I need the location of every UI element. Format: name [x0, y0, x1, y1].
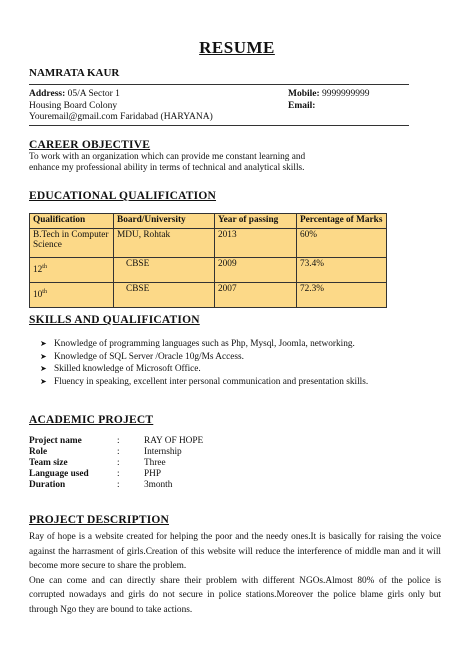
table-row — [30, 229, 387, 258]
cell-qualification: 10th — [30, 283, 114, 308]
email-label: Email: — [288, 100, 316, 111]
col-header-board: Board/University — [114, 214, 215, 229]
cell-year: 2013 — [215, 229, 297, 258]
project-detail-row: Project name : RAY OF HOPE — [29, 436, 204, 446]
description-paragraph-2: One can come and can directly share their problem with different NGOs.Almost 80% of the police is corrupted nowadays and girls do not secure in police stations.Moreover the police blame girls only but through Ngo they are bound to take actions. — [29, 575, 441, 615]
candidate-name: NAMRATA KAUR — [29, 67, 120, 79]
cell-qualification: B.Tech in Computer Science — [30, 229, 114, 258]
col-header-percentage: Percentage of Marks — [297, 214, 387, 229]
mobile-label: Mobile: — [288, 89, 320, 99]
phone-block — [288, 89, 370, 112]
project-description — [29, 530, 441, 617]
cell-board: CBSE — [114, 258, 215, 283]
arrow-bullet-icon: ➤ — [40, 364, 47, 373]
col-header-qualification: Qualification — [30, 214, 114, 229]
table-row — [30, 258, 387, 283]
list-item: ➤ Knowledge of programming languages such as Php, Mysql, Joomla, networking. — [40, 339, 355, 349]
address-line1: 05/A Sector 1 — [67, 89, 120, 99]
cell-qualification: 12th — [30, 258, 114, 283]
academic-heading: ACADEMIC PROJECT — [29, 414, 154, 426]
skills-list — [40, 338, 368, 388]
cell-board: CBSE — [114, 283, 215, 308]
cell-percentage: 73.4% — [297, 258, 387, 283]
arrow-bullet-icon: ➤ — [40, 339, 47, 348]
cell-percentage: 72.3% — [297, 283, 387, 308]
cell-percentage: 60% — [297, 229, 387, 258]
description-paragraph-1: Ray of hope is a website created for helping the poor and the needy ones.It is basically for raising the voice against the harrasment of girls.Creation of this website will reduce the interference of middle man and it will become more secure to share the problem. — [29, 532, 441, 571]
skills-heading: SKILLS AND QUALIFICATION — [29, 314, 200, 326]
project-detail-row: Duration : 3month — [29, 480, 173, 490]
list-item: ➤ Skilled knowledge of Microsoft Office. — [40, 364, 201, 374]
arrow-bullet-icon: ➤ — [40, 376, 47, 386]
cell-board: MDU, Rohtak — [114, 229, 215, 258]
address-line3: Youremail@gmail.com Faridabad (HARYANA) — [29, 112, 213, 122]
education-header-row — [30, 214, 387, 229]
career-heading: CAREER OBJECTIVE — [29, 139, 151, 151]
address-block — [29, 89, 213, 124]
list-item: ➤ Fluency in speaking, excellent inter personal communication and presentation skills. — [40, 376, 369, 387]
arrow-bullet-icon: ➤ — [40, 351, 47, 361]
description-heading: PROJECT DESCRIPTION — [29, 514, 170, 526]
cell-year: 2007 — [215, 283, 297, 308]
page-title: RESUME — [199, 38, 275, 57]
career-line1: To work with an organization which can provide me constant learning and — [29, 152, 306, 162]
project-detail-row: Team size : Three — [29, 458, 166, 468]
career-line2: enhance my professional ability in terms of technical and analytical skills. — [29, 163, 305, 173]
career-text — [29, 152, 449, 174]
project-detail-row: Role : Internship — [29, 447, 182, 457]
list-item: ➤ Knowledge of SQL Server /Oracle 10g/Ms Access. — [40, 351, 244, 362]
divider-contact — [29, 125, 409, 126]
project-detail-row: Language used : PHP — [29, 469, 162, 479]
mobile-value: 9999999999 — [322, 89, 370, 99]
address-line2: Housing Board Colony — [29, 100, 118, 111]
education-table — [29, 213, 387, 308]
table-row — [30, 283, 387, 308]
divider-top — [29, 84, 409, 85]
cell-year: 2009 — [215, 258, 297, 283]
academic-project-details — [29, 436, 304, 491]
education-heading: EDUCATIONAL QUALIFICATION — [29, 190, 217, 202]
address-label: Address: — [29, 89, 66, 99]
col-header-year: Year of passing — [215, 214, 297, 229]
